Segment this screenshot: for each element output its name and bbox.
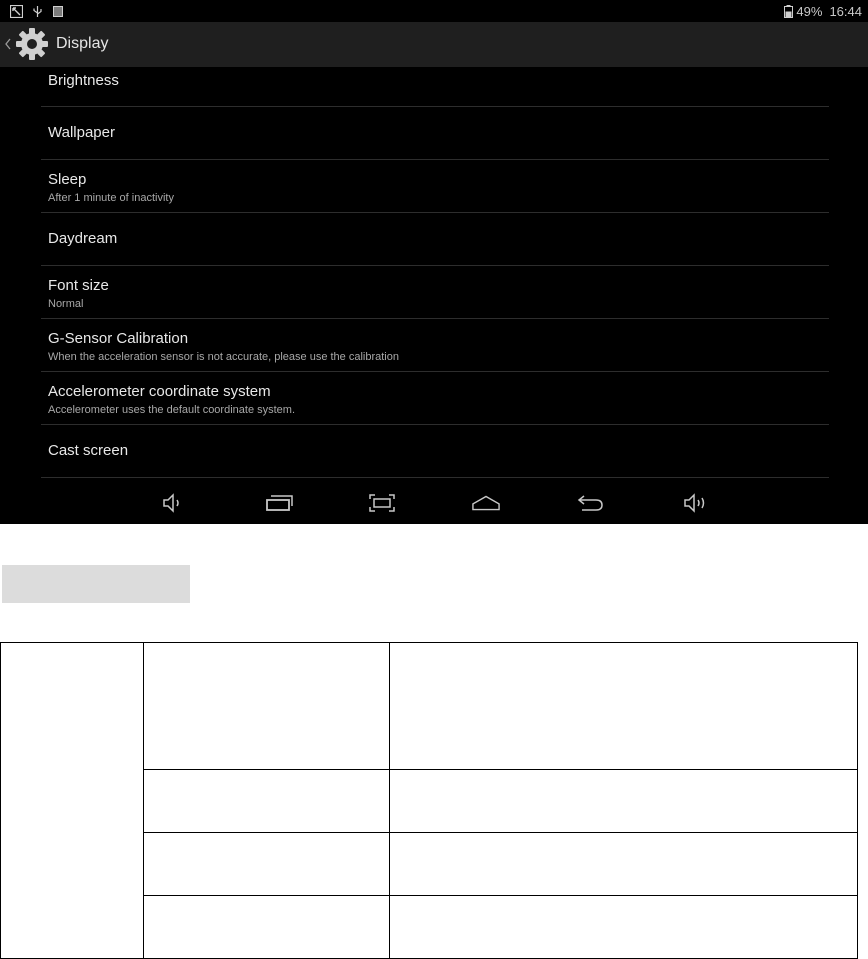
setting-subtitle: Normal (48, 298, 84, 310)
storage-icon (52, 5, 65, 18)
screenshot-notification-icon (10, 5, 23, 18)
volume-up-icon[interactable] (682, 492, 710, 514)
status-left-icons (10, 4, 65, 18)
setting-brightness[interactable] (41, 67, 829, 107)
settings-gear-icon[interactable] (15, 27, 49, 61)
setting-g-sensor-calibration[interactable] (41, 319, 829, 372)
setting-sleep[interactable] (41, 160, 829, 213)
usb-icon (31, 5, 44, 18)
setting-subtitle: After 1 minute of inactivity (48, 192, 174, 204)
setting-title: Font size (48, 277, 109, 294)
setting-title: G-Sensor Calibration (48, 330, 189, 347)
setting-daydream[interactable] (41, 213, 829, 266)
highlight-box (2, 565, 190, 603)
setting-title: Brightness (48, 72, 119, 89)
home-icon[interactable] (472, 492, 500, 514)
setting-wallpaper[interactable] (41, 107, 829, 160)
table-cell (390, 770, 858, 833)
page-title: Display (56, 35, 109, 52)
setting-title: Cast screen (48, 442, 129, 459)
setting-subtitle: Accelerometer uses the default coordinate system. (48, 404, 296, 416)
screenshot-icon[interactable] (368, 492, 396, 514)
setting-title: Sleep (48, 171, 87, 188)
setting-font-size[interactable] (41, 266, 829, 319)
setting-cast-screen[interactable] (41, 425, 829, 478)
setting-title: Wallpaper (48, 124, 115, 141)
up-chevron-icon[interactable] (4, 36, 12, 52)
clock: 16:44 (829, 3, 862, 19)
volume-down-icon[interactable] (160, 492, 188, 514)
table-cell (1, 643, 144, 959)
status-right (784, 3, 862, 19)
document-table (0, 642, 858, 959)
battery-icon (784, 5, 793, 18)
settings-list (41, 67, 829, 478)
setting-accelerometer-coordinate-system[interactable] (41, 372, 829, 425)
back-icon[interactable] (576, 492, 604, 514)
battery-percent: 49% (796, 3, 823, 19)
setting-title: Accelerometer coordinate system (48, 383, 271, 400)
table-cell (144, 833, 390, 896)
table-cell (390, 643, 858, 770)
table-cell (144, 643, 390, 770)
recent-apps-icon[interactable] (265, 492, 293, 514)
action-bar (0, 22, 868, 67)
navigation-bar (0, 482, 868, 524)
setting-subtitle: When the acceleration sensor is not accurate, please use the calibration (48, 351, 399, 363)
table-row (1, 643, 858, 770)
table-cell (144, 770, 390, 833)
setting-title: Daydream (48, 230, 118, 247)
status-bar (0, 0, 868, 22)
table-cell (390, 833, 858, 896)
table-cell (144, 896, 390, 959)
table-cell (390, 896, 858, 959)
